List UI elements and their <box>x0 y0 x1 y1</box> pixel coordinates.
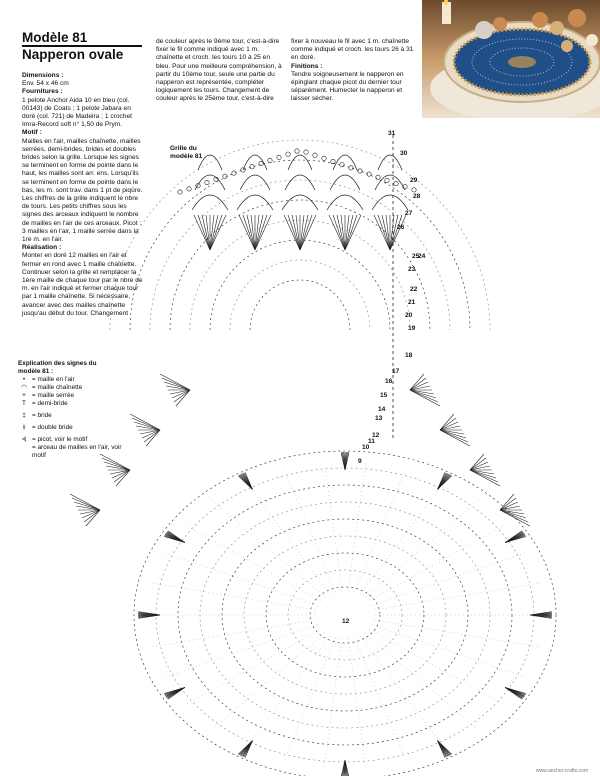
row-number: 25 <box>412 253 420 260</box>
chart-spoke <box>372 625 527 678</box>
chart-ring <box>134 451 556 776</box>
chart-crown-arc <box>285 175 315 190</box>
chart-picot <box>187 187 191 191</box>
chart-spoke <box>374 620 540 647</box>
chart-crown-arc <box>288 155 312 170</box>
chart-side-fan <box>500 510 528 522</box>
chart-fan-stitch <box>390 215 398 250</box>
chart-ring <box>288 570 402 660</box>
chart-fan-stitch <box>247 215 255 250</box>
chart-fan-stitch <box>239 215 255 250</box>
chart-picot <box>322 156 326 160</box>
chart-picot <box>223 174 227 178</box>
chart-ring <box>266 553 424 677</box>
chart-crown-arc <box>195 175 225 190</box>
right-text: fixer à nouveau le fil avec 1 m. chaînette comme indiqué et croch. les tours 26 à 31 en doré. <box>291 38 414 62</box>
row-number: 27 <box>405 210 413 217</box>
chart-picot <box>340 163 344 167</box>
legend-text: = maille serrée <box>32 392 75 399</box>
chart-crown-arc <box>240 175 270 190</box>
chart-picot <box>250 165 254 169</box>
chart-spoke <box>324 639 342 769</box>
center-label: 12 <box>342 618 350 625</box>
chart-fan-stitch <box>374 215 390 250</box>
chart-picot <box>295 149 299 153</box>
row-number: 13 <box>375 415 383 422</box>
chart-upper-arc <box>250 280 350 330</box>
row-number: 28 <box>413 193 421 200</box>
legend-text: = maille chaînette <box>32 384 83 391</box>
model-number: Modèle 81 <box>22 30 88 45</box>
chart-picot <box>376 175 380 179</box>
chart-spoke <box>149 583 315 610</box>
chart-picot <box>385 178 389 182</box>
chart-picot <box>286 152 290 156</box>
motif-text: Mailles en l'air, mailles chaînette, mailles serrées, demi-brides, brides et doubles brides selon la grille. Lorsque les signes se terminent en forme de pointe dans le haut, les mailles sont arr. ens. Lorsqu'ils se terminent en forme de pointe dans le bas, les m. sont trav. dans 1 pt de piqûre. Les chiffres de la grille indiquent le nbre de tours. Les petits chiffres sous les signes des arceaux indiquent le nombre de mailles en l'air de ces arceaux. Picot : 3 mailles en l'air, 1 maille serrée dans la 1re m. en l'air. <box>22 137 143 244</box>
chart-ring <box>156 468 534 762</box>
row-number: 21 <box>408 299 416 306</box>
row-number: 9 <box>358 458 362 465</box>
chart-picot <box>358 169 362 173</box>
chart-fan-stitch <box>345 215 353 250</box>
row-number: 19 <box>408 325 416 332</box>
chart-spoke <box>360 481 445 594</box>
row-number: 22 <box>410 286 418 293</box>
chart-picot <box>412 188 416 192</box>
row-number: 31 <box>388 130 396 137</box>
chart-picot <box>277 155 281 159</box>
double-crochet-icon: ‡ <box>22 412 26 419</box>
chain-icon: • <box>22 376 26 383</box>
chart-spoke <box>354 638 407 763</box>
chart-spoke <box>324 461 342 591</box>
chart-crown-arc <box>282 195 318 210</box>
slip-stitch-icon: ◠ <box>21 384 27 391</box>
chart-crown-arc <box>192 195 228 210</box>
middle-text: de couleur après le 9ème tour, c'est-à-dire fixer le fil comme indiqué avec 1 m. chaînette et croch. les tours 10 à 25 en bleu. Pour une meilleure compréhension, à partir du 10ème tour, seule une partie du napperon est représentée, compléter logiquement les tours. Changement de couleur après le 25ème tour, c'est-à-dire <box>156 38 282 103</box>
row-number: 30 <box>400 150 408 157</box>
chart-crown-arc <box>237 195 273 210</box>
row-number: 10 <box>362 444 370 451</box>
chart-spoke <box>149 620 315 647</box>
realisation-text: Monter en doré 12 mailles en l'air et fermer en rond avec 1 maille chaînette. Continuer selon la grille et remplacer la 1ère maille de chaque tour par le nbre de m. en l'air indiqué et fermer chaque tour par 1 maille chaînette. Si nécessaire, avancer avec des mailles chaînette jusqu'au début du tour. Changement <box>22 252 143 317</box>
legend-text: = arceau de mailles en l'air, voir motif <box>32 444 122 459</box>
chart-picot <box>349 166 353 170</box>
fournitures-text: 1 pelote Anchor Aida 10 en bleu (col. 00143) de Coats ; 1 pelote Jabara en doré (col. 721) de Madeira ; 1 crochet Imra-Record soft n° 1,50 de Prym. <box>22 96 132 129</box>
chart-crown-arc <box>372 195 408 210</box>
chart-spoke <box>354 468 407 593</box>
chart-spoke <box>245 481 330 594</box>
chart-fan-stitch <box>210 215 226 250</box>
chart-spoke <box>365 500 479 597</box>
chart-spoke <box>162 552 317 605</box>
row-number: 15 <box>380 392 388 399</box>
chart-fan-stitch <box>202 215 210 250</box>
dimensions-label: Dimensions : <box>22 72 64 79</box>
picot-icon: ⊰ <box>21 436 27 443</box>
chart-spoke <box>211 500 325 597</box>
row-number: 24 <box>418 253 426 260</box>
row-number: 12 <box>372 432 380 439</box>
footer-url: www.anchor-crafts.com <box>536 768 588 774</box>
chart-picot <box>304 150 308 154</box>
legend-text: = maille en l'air <box>32 376 75 383</box>
chart-side-fan <box>102 458 130 470</box>
chart-side-fan <box>72 498 100 510</box>
row-number: 23 <box>408 266 416 273</box>
chart-picot <box>394 181 398 185</box>
chart-spoke <box>348 639 366 769</box>
chart-fan-stitch <box>337 215 345 250</box>
fournitures-label: Fournitures : <box>22 88 63 96</box>
legend-heading: Explication des signes du modèle 81 : <box>18 360 97 375</box>
realisation-label: Réalisation : <box>22 244 62 252</box>
row-number: 11 <box>368 438 375 445</box>
row-number: 18 <box>405 352 413 359</box>
chart-spoke <box>369 524 507 601</box>
chart-crown-arc <box>330 175 360 190</box>
chart-fan-stitch <box>194 215 210 250</box>
row-number: 16 <box>385 378 393 385</box>
chart-spoke <box>283 638 336 763</box>
chart-picot <box>313 153 317 157</box>
chart-picot <box>268 158 272 162</box>
chart-spoke <box>183 524 321 601</box>
finitions-text: Tendre soigneusement le napperon en épinglant chaque picot du dernier tour séparément. Humecter le napperon et laisser sécher. <box>291 70 404 103</box>
dimensions-value: Env. 54 x 46 cm <box>22 80 69 88</box>
chart-picot <box>178 190 182 194</box>
chart-ring <box>178 485 512 745</box>
legend-text: = bride <box>32 412 52 419</box>
legend-text: = double bride <box>32 424 73 431</box>
half-double-icon: T <box>22 400 26 407</box>
row-number: 14 <box>378 406 386 413</box>
chart-fan-stitch <box>382 215 390 250</box>
legend-text: = demi-bride <box>32 400 68 407</box>
chart-upper-arc <box>150 180 450 330</box>
chart-spoke <box>245 636 330 749</box>
chart-picot <box>214 177 218 181</box>
pattern-name: Napperon ovale <box>22 45 142 62</box>
chart-spoke <box>211 633 325 730</box>
row-number: 20 <box>405 312 413 319</box>
chart-picot <box>232 171 236 175</box>
chart-ring <box>310 587 380 643</box>
finitions-label: Finitions : <box>291 62 323 70</box>
chart-fan-stitch <box>345 215 361 250</box>
chart-spoke <box>348 461 366 591</box>
chart-fan-stitch <box>255 215 271 250</box>
chart-spoke <box>283 468 336 593</box>
motif-label: Motif : <box>22 129 42 137</box>
grille-title: Grille du modèle 81 <box>170 145 203 160</box>
chart-picot <box>259 161 263 165</box>
treble-icon: ⫳ <box>22 424 26 431</box>
chart-fan-stitch <box>255 215 263 250</box>
chart-picot <box>205 180 209 184</box>
chart-side-fan <box>132 418 160 430</box>
row-number: 17 <box>392 368 400 375</box>
chart-crown-arc <box>375 175 405 190</box>
chart-fan-stitch <box>210 215 218 250</box>
chart-side-fan <box>162 378 190 390</box>
chart-crown-arc <box>243 155 267 170</box>
chart-crown-arc <box>198 155 222 170</box>
chart-side-fan <box>470 470 498 482</box>
row-number: 26 <box>397 224 405 231</box>
chart-spoke <box>374 583 540 610</box>
chart-fan-stitch <box>329 215 345 250</box>
chart-spoke <box>365 633 479 730</box>
legend-text: = picot, voir le motif <box>32 436 88 443</box>
chart-spoke <box>360 636 445 749</box>
chart-side-fan <box>440 430 468 442</box>
chart-side-fan <box>410 390 438 402</box>
chart-spoke <box>372 552 527 605</box>
row-number: 29 <box>410 177 418 184</box>
chart-crown-arc <box>327 195 363 210</box>
single-crochet-icon: + <box>22 392 26 399</box>
chart-spoke <box>162 625 317 678</box>
chart-upper-arc <box>210 240 390 330</box>
